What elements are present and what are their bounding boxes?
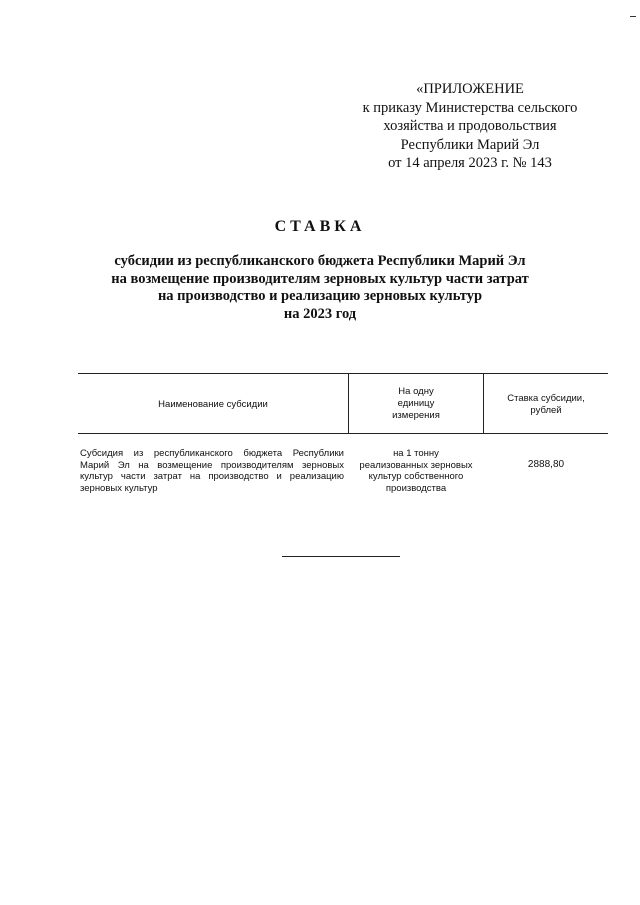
row-unit — [349, 448, 483, 494]
closing-rule — [282, 556, 400, 557]
header-unit-line: измерения — [392, 410, 440, 421]
header-rate — [484, 393, 608, 417]
row-unit-line: на 1 тонну — [393, 448, 439, 459]
row-unit-line: производства — [385, 482, 447, 494]
row-unit-line: культур собственного — [368, 471, 464, 482]
appendix-line: Республики Марий Эл — [400, 136, 540, 153]
header-unit — [349, 386, 483, 422]
subtitle-line: на 2023 год — [283, 305, 357, 322]
page-edge-mark — [630, 16, 636, 17]
row-name-line: Марий Эл на возмещение производителям зерновых — [80, 459, 344, 471]
row-name-line: Субсидия из республиканского бюджета Республики — [80, 448, 344, 459]
row-unit-line: реализованных зерновых — [359, 459, 473, 471]
document-title: СТАВКА — [274, 218, 366, 235]
table-top-border — [78, 373, 608, 374]
row-name-line: зерновых культур — [80, 482, 158, 494]
header-rate-line: Ставка субсидии, — [507, 393, 585, 404]
subsidy-rate-table — [78, 373, 608, 523]
appendix-line: к приказу Министерства сельского — [362, 99, 578, 116]
appendix-header — [338, 80, 602, 173]
appendix-line: хозяйства и продовольствия — [383, 118, 557, 134]
table-header-border — [78, 433, 608, 434]
row-name-line: культур части затрат на производство и реализацию — [80, 471, 344, 482]
document-subtitle — [60, 253, 580, 323]
appendix-line: от 14 апреля 2023 г. № 143 — [388, 155, 552, 171]
header-rate-line: рублей — [530, 405, 562, 416]
row-rate-value: 2888,80 — [527, 459, 565, 470]
header-unit-line: На одну — [398, 386, 434, 397]
header-subsidy-name: Наименование субсидии — [158, 399, 268, 410]
header-unit-line: единицу — [397, 398, 435, 409]
subtitle-line: на возмещение производителям зерновых культур части затрат — [111, 270, 529, 287]
appendix-line: «ПРИЛОЖЕНИЕ — [416, 81, 524, 97]
row-subsidy-name — [80, 448, 344, 494]
subtitle-line: на производство и реализацию зерновых культур — [157, 288, 483, 304]
subtitle-line: субсидии из республиканского бюджета Республики Марий Эл — [114, 253, 526, 269]
